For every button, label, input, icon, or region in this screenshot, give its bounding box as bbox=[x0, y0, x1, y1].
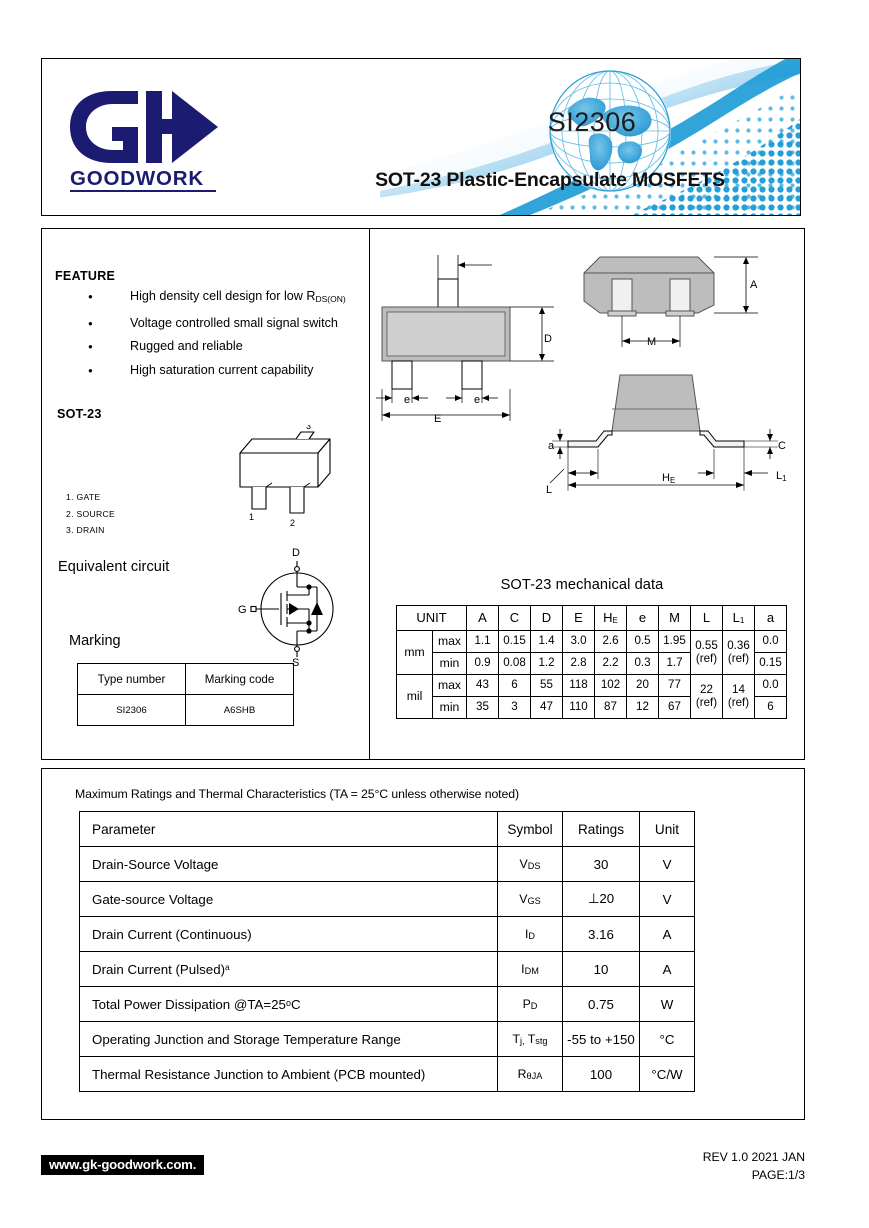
mech-cell: 110 bbox=[563, 697, 595, 719]
ratings-parameter: Drain-Source Voltage bbox=[80, 847, 498, 882]
part-number: SI2306 bbox=[547, 107, 637, 137]
marking-heading: Marking bbox=[69, 633, 121, 649]
ratings-value: 10 bbox=[563, 952, 640, 987]
feature-text: Voltage controlled small signal switch bbox=[130, 315, 338, 330]
mech-cell: 1.95 bbox=[659, 631, 691, 653]
mech-cell-L1 bbox=[723, 631, 755, 675]
mech-cell-L bbox=[691, 675, 723, 719]
bulk-arrow bbox=[289, 603, 299, 615]
ratings-value: ⊥20 bbox=[563, 882, 640, 917]
mech-cell: 3 bbox=[499, 697, 531, 719]
company-logo bbox=[68, 89, 248, 199]
symbol-subscript: D bbox=[528, 931, 536, 941]
ratings-unit: V bbox=[640, 882, 695, 917]
dim-label-e: e bbox=[474, 394, 481, 406]
equivalent-circuit-diagram bbox=[237, 547, 357, 672]
table-row bbox=[80, 1022, 695, 1057]
mech-L-value: 22 bbox=[700, 683, 713, 697]
ratings-caption: Maximum Ratings and Thermal Characteristics (TA = 25°C unless otherwise noted) bbox=[75, 787, 519, 801]
ratings-symbol bbox=[498, 952, 563, 987]
table-row bbox=[78, 695, 294, 726]
mech-cell: 1.2 bbox=[531, 653, 563, 675]
ratings-header-ratings: Ratings bbox=[563, 812, 640, 847]
ratings-symbol bbox=[498, 917, 563, 952]
table-row bbox=[397, 631, 787, 653]
dim-label-C: C bbox=[778, 440, 786, 452]
mech-cell: 1.1 bbox=[467, 631, 499, 653]
mech-unit-mil: mil bbox=[397, 675, 433, 719]
marking-type-number: SI2306 bbox=[78, 695, 186, 726]
mech-cell: 12 bbox=[627, 697, 659, 719]
ratings-parameter: Operating Junction and Storage Temperature Range bbox=[80, 1022, 498, 1057]
list-item bbox=[88, 359, 346, 383]
column-divider bbox=[369, 229, 370, 759]
pin-function-list bbox=[66, 489, 115, 539]
mech-L1-value: 14 bbox=[732, 683, 745, 697]
ratings-symbol bbox=[498, 987, 563, 1022]
ratings-symbol: RθJA bbox=[498, 1057, 563, 1092]
ratings-unit: °C/W bbox=[640, 1057, 695, 1092]
ratings-value: 100 bbox=[563, 1057, 640, 1092]
ratings-parameter: Gate-source Voltage bbox=[80, 882, 498, 917]
mech-cell-a: 0.0 bbox=[755, 631, 787, 653]
mech-col-D: D bbox=[531, 606, 563, 631]
symbol-subscript: GS bbox=[527, 896, 541, 906]
list-item bbox=[88, 335, 346, 359]
mech-L-value: 0.55 bbox=[695, 639, 718, 653]
mech-col-A: A bbox=[467, 606, 499, 631]
package-label: SOT-23 bbox=[57, 407, 102, 421]
terminal-label-source: S bbox=[292, 657, 300, 667]
mech-col-L1: L1 bbox=[723, 606, 755, 631]
logo-underline bbox=[70, 190, 216, 192]
feature-text: High density cell design for low R bbox=[130, 289, 316, 303]
footer-revision: REV 1.0 2021 JAN bbox=[702, 1150, 805, 1164]
symbol-base: P bbox=[522, 997, 531, 1011]
mech-col-e: e bbox=[627, 606, 659, 631]
ratings-parameter: Drain Current (Continuous) bbox=[80, 917, 498, 952]
mech-cell-a: 6 bbox=[755, 697, 787, 719]
ratings-value: -55 to +150 bbox=[563, 1022, 640, 1057]
mech-cell: 2.8 bbox=[563, 653, 595, 675]
symbol-base: I bbox=[524, 927, 529, 941]
mech-col-unit: UNIT bbox=[397, 606, 467, 631]
mech-cell: 55 bbox=[531, 675, 563, 697]
mech-cell-a: 0.0 bbox=[755, 675, 787, 697]
symbol-base: V bbox=[519, 857, 528, 871]
dim-label-M: M bbox=[647, 336, 657, 348]
dim-label-L: L bbox=[546, 484, 553, 496]
feature-list bbox=[88, 285, 346, 382]
body-diode-arrow bbox=[311, 602, 323, 615]
ratings-box bbox=[41, 768, 805, 1120]
mech-lim-max: max bbox=[433, 675, 467, 697]
mech-cell: 35 bbox=[467, 697, 499, 719]
ratings-parameter: Drain Current (Pulsed)$^a$ bbox=[80, 952, 498, 987]
ratings-unit: V bbox=[640, 847, 695, 882]
mech-cell: 0.15 bbox=[499, 631, 531, 653]
ratings-symbol bbox=[498, 882, 563, 917]
ratings-value: 3.16 bbox=[563, 917, 640, 952]
mech-cell: 2.2 bbox=[595, 653, 627, 675]
mech-cell: 102 bbox=[595, 675, 627, 697]
mech-cell: 67 bbox=[659, 697, 691, 719]
feature-text: High saturation current capability bbox=[130, 362, 314, 377]
mech-cell: 3.0 bbox=[563, 631, 595, 653]
mech-cell-L bbox=[691, 631, 723, 675]
symbol-base: V bbox=[519, 892, 528, 906]
mech-col-a: a bbox=[755, 606, 787, 631]
dim-label-e: e bbox=[404, 394, 411, 406]
marking-code: A6SHB bbox=[186, 695, 294, 726]
symbol-subscript: DM bbox=[524, 966, 539, 976]
mech-cell: 2.6 bbox=[595, 631, 627, 653]
mech-L1-ref: (ref) bbox=[727, 651, 750, 665]
mech-cell: 6 bbox=[499, 675, 531, 697]
pin-function: 3. DRAIN bbox=[66, 525, 105, 536]
table-row bbox=[80, 987, 695, 1022]
mech-L-ref: (ref) bbox=[695, 695, 718, 709]
ratings-parameter: Thermal Resistance Junction to Ambient (PCB mounted) bbox=[80, 1057, 498, 1092]
table-row bbox=[80, 917, 695, 952]
ratings-value: 30 bbox=[563, 847, 640, 882]
marking-header-code: Marking code bbox=[186, 664, 294, 695]
terminal-label-gate: G bbox=[238, 604, 247, 616]
upper-body-box bbox=[41, 228, 805, 760]
dim-label-A: A bbox=[750, 279, 758, 291]
pin-label-2: 2 bbox=[290, 518, 296, 528]
ratings-header-symbol: Symbol bbox=[498, 812, 563, 847]
package-outline-drawings bbox=[372, 229, 805, 569]
mech-col-HE: HE bbox=[595, 606, 627, 631]
table-row bbox=[80, 847, 695, 882]
header-box bbox=[41, 58, 801, 216]
feature-subscript: DS(ON) bbox=[315, 294, 346, 304]
mech-col-C: C bbox=[499, 606, 531, 631]
mech-L1-value: 0.36 bbox=[727, 639, 750, 653]
footer-page-number: PAGE:1/3 bbox=[751, 1168, 805, 1182]
mech-cell: 0.08 bbox=[499, 653, 531, 675]
pin-label-3: 3 bbox=[306, 425, 312, 431]
table-row bbox=[397, 606, 787, 631]
terminal-label-drain: D bbox=[292, 547, 300, 559]
table-row bbox=[80, 812, 695, 847]
dim-label-E: E bbox=[434, 413, 442, 425]
pin-function: 2. SOURCE bbox=[66, 508, 116, 519]
mech-lim-min: min bbox=[433, 697, 467, 719]
mech-unit-mm: mm bbox=[397, 631, 433, 675]
mech-lim-min: min bbox=[433, 653, 467, 675]
footnote-marker: a bbox=[225, 961, 230, 972]
feature-heading: FEATURE bbox=[55, 269, 116, 283]
company-name: GOODWORK bbox=[70, 167, 204, 190]
mech-cell: 87 bbox=[595, 697, 627, 719]
symbol-subscript: DS bbox=[527, 861, 541, 871]
mechanical-data-table bbox=[396, 605, 787, 719]
ratings-value: 0.75 bbox=[563, 987, 640, 1022]
footer-website-url[interactable]: www.gk-goodwork.com. bbox=[41, 1155, 204, 1175]
mech-col-M: M bbox=[659, 606, 691, 631]
mech-cell-L1 bbox=[723, 675, 755, 719]
ratings-unit: °C bbox=[640, 1022, 695, 1057]
dim-label-D: D bbox=[544, 333, 552, 345]
footer-revision-block bbox=[560, 1148, 805, 1184]
table-row bbox=[80, 1057, 695, 1092]
list-item bbox=[88, 312, 346, 336]
marking-header-type: Type number bbox=[78, 664, 186, 695]
mech-cell: 0.9 bbox=[467, 653, 499, 675]
ratings-header-parameter: Parameter bbox=[80, 812, 498, 847]
ratings-unit: A bbox=[640, 917, 695, 952]
mech-cell: 1.7 bbox=[659, 653, 691, 675]
table-row bbox=[80, 952, 695, 987]
dim-label-L1: L1 bbox=[776, 470, 787, 483]
mech-L1-ref: (ref) bbox=[727, 695, 750, 709]
ratings-symbol: Tj, Tstg bbox=[498, 1022, 563, 1057]
mech-cell: 77 bbox=[659, 675, 691, 697]
table-row bbox=[80, 882, 695, 917]
ratings-unit: A bbox=[640, 952, 695, 987]
mech-col-L: L bbox=[691, 606, 723, 631]
pin-function: 1. GATE bbox=[66, 492, 101, 502]
symbol-subscript: D bbox=[530, 1001, 538, 1011]
mech-cell: 0.3 bbox=[627, 653, 659, 675]
mech-cell: 1.4 bbox=[531, 631, 563, 653]
mech-cell-a: 0.15 bbox=[755, 653, 787, 675]
equivalent-circuit-heading: Equivalent circuit bbox=[58, 559, 170, 575]
mech-lim-max: max bbox=[433, 631, 467, 653]
mech-cell: 20 bbox=[627, 675, 659, 697]
dim-label-a: a bbox=[548, 440, 555, 452]
mechanical-data-heading: SOT-23 mechanical data bbox=[500, 577, 664, 593]
feature-text: Rugged and reliable bbox=[130, 339, 243, 353]
ratings-symbol bbox=[498, 847, 563, 882]
ratings-unit: W bbox=[640, 987, 695, 1022]
mech-col-E: E bbox=[563, 606, 595, 631]
mech-L-ref: (ref) bbox=[695, 651, 718, 665]
mech-cell: 0.5 bbox=[627, 631, 659, 653]
mech-cell: 118 bbox=[563, 675, 595, 697]
ratings-header-unit: Unit bbox=[640, 812, 695, 847]
table-row bbox=[78, 664, 294, 695]
pin-label-1: 1 bbox=[249, 512, 255, 522]
ratings-parameter: Total Power Dissipation $@TA=25^oC$ bbox=[80, 987, 498, 1022]
degree-marker: o bbox=[285, 997, 291, 1008]
package-3d-illustration bbox=[222, 425, 352, 540]
dim-label-HE: HE bbox=[662, 472, 676, 485]
mech-cell: 43 bbox=[467, 675, 499, 697]
marking-table bbox=[77, 663, 294, 726]
symbol-base: I bbox=[521, 962, 525, 976]
header-subtitle: SOT-23 Plastic-Encapsulate MOSFETS bbox=[375, 169, 725, 191]
maximum-ratings-table bbox=[79, 811, 695, 1092]
table-row bbox=[397, 675, 787, 697]
list-item bbox=[88, 285, 346, 312]
gk-logo-mark bbox=[68, 89, 238, 165]
mech-cell: 47 bbox=[531, 697, 563, 719]
